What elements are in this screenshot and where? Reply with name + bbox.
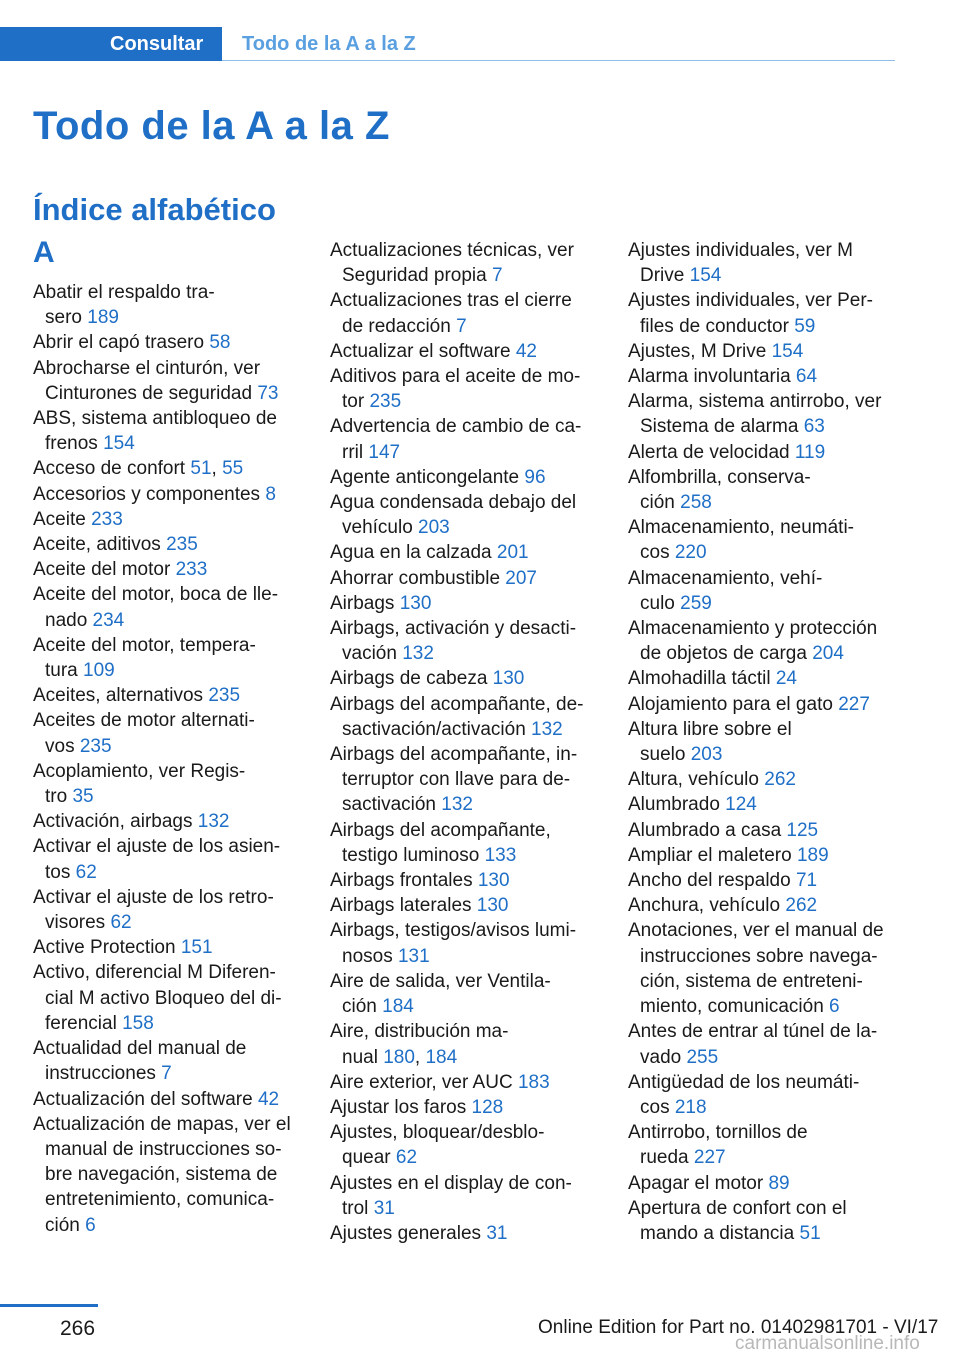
entry-text: ción [342, 996, 383, 1018]
entry-text: tro [45, 786, 73, 808]
index-entry [33, 557, 305, 582]
entry-text: Airbags del acompañante, in- [330, 744, 578, 766]
page-reference-link[interactable]: 58 [209, 332, 231, 354]
entry-text: Ajustes en el display de con- [330, 1172, 572, 1194]
entry-text: de redacción [342, 315, 457, 337]
page-reference-link[interactable]: 154 [103, 433, 135, 455]
entry-text: Alumbrado a casa [628, 819, 787, 841]
page-reference-link[interactable]: 31 [486, 1222, 508, 1244]
entry-text: Aceites, alternativos [33, 685, 209, 707]
page-reference-link[interactable]: 132 [441, 794, 473, 816]
page-reference-link[interactable]: 7 [492, 265, 503, 287]
index-entry [628, 288, 900, 338]
page-reference-link[interactable]: 218 [674, 1096, 707, 1118]
entry-text: visores [45, 912, 111, 934]
index-entry [330, 540, 605, 565]
index-entry [330, 566, 605, 591]
page-reference-link[interactable]: 132 [197, 811, 230, 833]
page-reference-link[interactable]: 62 [75, 861, 97, 883]
header-bar [0, 27, 895, 61]
entry-text: terruptor con llave para de- [342, 769, 571, 791]
page-reference-link[interactable]: 234 [92, 609, 125, 631]
entry-text: vado [640, 1046, 687, 1068]
entry-text: Aire exterior, ver AUC [330, 1071, 518, 1093]
entry-text: Actualizar el software [330, 340, 516, 362]
index-entry [330, 616, 605, 666]
page-reference-link[interactable]: 131 [397, 945, 430, 967]
index-entry [330, 818, 605, 868]
entry-text: Altura libre sobre el [628, 718, 792, 740]
entry-text: Agua en la calzada [330, 542, 497, 564]
page-reference-link[interactable]: 227 [693, 1147, 726, 1169]
page-reference-link[interactable]: 154 [771, 340, 804, 362]
index-entry [628, 566, 900, 616]
index-entry [628, 818, 900, 843]
page-reference-link[interactable]: 124 [725, 794, 757, 816]
index-entry [628, 238, 900, 288]
page-reference-link[interactable]: 262 [764, 769, 796, 791]
page-title: Todo de la A a la Z [33, 104, 390, 148]
entry-text: Alarma involuntaria [628, 366, 796, 388]
entry-text: Sistema de alarma [640, 416, 804, 438]
index-entry [628, 717, 900, 767]
entry-text: Ajustes, M Drive [628, 340, 772, 362]
entry-text: Ajustes generales [330, 1222, 487, 1244]
index-entry [628, 465, 900, 515]
entry-text: nual [342, 1046, 384, 1068]
index-entry [628, 1120, 900, 1170]
index-entry [330, 465, 605, 490]
page-reference-link[interactable]: 235 [79, 735, 112, 757]
entry-text: Aceite, aditivos [33, 534, 167, 556]
index-entry [330, 591, 605, 616]
index-entry [330, 414, 605, 464]
entry-text: instrucciones sobre navega- [640, 945, 878, 967]
index-entry [628, 918, 900, 1019]
page-reference-link[interactable]: 258 [680, 492, 712, 514]
page-reference-link[interactable]: 255 [686, 1046, 719, 1068]
entry-text: rril [342, 441, 369, 463]
index-entry [33, 885, 305, 935]
page-reference-link[interactable]: 154 [689, 265, 722, 287]
entry-text: sactivación [342, 794, 442, 816]
entry-text: Antirrobo, tornillos de [628, 1122, 808, 1144]
entry-text: Aceite del motor [33, 559, 176, 581]
entry-text: rueda [640, 1147, 694, 1169]
entry-text: Advertencia de cambio de ca- [330, 416, 582, 438]
index-entry [628, 666, 900, 691]
page-reference-link[interactable]: 125 [786, 819, 819, 841]
entry-text: Airbags del acompañante, de- [330, 693, 584, 715]
entry-text: mando a distancia [640, 1222, 800, 1244]
entry-text: manual de instrucciones so- [45, 1138, 282, 1160]
index-entry [33, 759, 305, 809]
entry-text: vehículo [342, 517, 419, 539]
entry-text: Airbags laterales [330, 895, 477, 917]
index-entry [628, 843, 900, 868]
entry-text: cial M activo Bloqueo del di- [45, 987, 282, 1009]
page-reference-link[interactable]: 147 [368, 441, 401, 463]
entry-text: Airbags de cabeza [330, 668, 493, 690]
index-entry [33, 809, 305, 834]
page-reference-link[interactable]: 71 [795, 870, 818, 892]
entry-text: Alfombrilla, conserva- [628, 466, 811, 488]
page-reference-link[interactable]: 62 [395, 1147, 418, 1169]
page-reference-link[interactable]: 235 [369, 391, 402, 413]
index-entry [628, 1070, 900, 1120]
entry-text: ferencial [45, 1012, 123, 1034]
entry-text: entretenimiento, comunica- [45, 1189, 275, 1211]
edition-note: Online Edition for Part no. 01402981701 - VI/17 [538, 1317, 939, 1338]
footer-rule [0, 1304, 98, 1307]
index-entry [33, 582, 305, 632]
index-entry [628, 792, 900, 817]
entry-text: cos [640, 1096, 675, 1118]
entry-text: Aceite del motor, tempera- [33, 634, 256, 656]
entry-text: Aceite [33, 508, 92, 530]
entry-text: Apagar el motor [628, 1172, 769, 1194]
entry-text: Activar el ajuste de los asien- [33, 836, 281, 858]
entry-text: Ahorrar combustible [330, 567, 506, 589]
entry-text: Ajustes individuales, ver M [628, 240, 853, 261]
page-reference-link[interactable]: 130 [492, 668, 525, 690]
page-reference-link[interactable]: 133 [484, 844, 517, 866]
entry-text: Airbags, activación y desacti- [330, 618, 577, 640]
page-reference-link[interactable]: 201 [496, 542, 529, 564]
page-reference-link[interactable]: 180 [383, 1046, 415, 1068]
page-reference-link[interactable]: 42 [257, 1088, 280, 1110]
entry-text: vos [45, 735, 80, 757]
page-reference-link[interactable]: 130 [399, 592, 432, 614]
entry-text: Activación, airbags [33, 811, 198, 833]
entry-text: Ajustar los faros [330, 1096, 472, 1118]
index-entry [628, 893, 900, 918]
entry-text: Antes de entrar al túnel de la- [628, 1021, 878, 1043]
page-reference-link[interactable]: 203 [690, 744, 723, 766]
entry-text: bre navegación, sistema de [45, 1164, 278, 1186]
entry-text: Alojamiento para el gato [628, 693, 839, 715]
page-reference-link[interactable]: 184 [382, 996, 414, 1018]
entry-text: Almacenamiento, vehí- [628, 567, 823, 589]
index-entry [330, 1120, 605, 1170]
entry-text: Aceite del motor, boca de lle- [33, 584, 279, 606]
entry-text: Alarma, sistema antirrobo, ver [628, 391, 882, 413]
index-column-3 [628, 238, 900, 1246]
index-entry [330, 238, 605, 288]
entry-text: Anchura, vehículo [628, 895, 786, 917]
entry-text: quear [342, 1147, 396, 1169]
page-reference-link[interactable]: 42 [515, 340, 537, 362]
entry-text: Ancho del respaldo [628, 870, 796, 892]
index-entry [628, 389, 900, 439]
entry-text: Ajustes individuales, ver Per- [628, 290, 873, 312]
page-reference-link[interactable]: 59 [794, 315, 816, 337]
entry-text: sero [45, 307, 88, 329]
index-entry [33, 935, 305, 960]
entry-text: Seguridad propia [342, 265, 492, 287]
entry-text: tura [45, 660, 84, 682]
page-reference-link[interactable]: 73 [257, 382, 279, 404]
page-reference-link[interactable]: 235 [166, 534, 198, 556]
entry-text: Antigüedad de los neumáti- [628, 1071, 860, 1093]
page-reference-link[interactable]: 233 [175, 559, 208, 581]
index-entry [628, 364, 900, 389]
index-entry: Aire, distribución ma- nual 180, 184 [330, 1021, 509, 1068]
index-entry [33, 960, 305, 1036]
page-reference-link[interactable]: 109 [83, 660, 115, 682]
page-reference-link[interactable]: 130 [477, 870, 510, 892]
tab-consultar[interactable]: Consultar [0, 27, 222, 61]
entry-text: Aceites de motor alternati- [33, 710, 255, 732]
page-reference-link[interactable]: 31 [373, 1197, 395, 1219]
entry-text: testigo luminoso [342, 844, 485, 866]
index-entry [33, 356, 305, 406]
entry-text: Abrocharse el cinturón, ver [33, 357, 261, 379]
index-entry [628, 767, 900, 792]
entry-text: suelo [640, 744, 691, 766]
page-reference-link[interactable]: 151 [180, 937, 213, 959]
entry-text: Cinturones de seguridad [45, 382, 258, 404]
page-reference-link[interactable]: 235 [208, 685, 241, 707]
index-entry [628, 692, 900, 717]
entry-text: instrucciones [45, 1063, 162, 1085]
index-entry [33, 1112, 305, 1238]
index-entry [628, 515, 900, 565]
page-reference-link[interactable]: 8 [265, 483, 276, 505]
entry-text: Almacenamiento y protección [628, 618, 878, 640]
index-entry: Acceso de confort 51, 55 [33, 458, 244, 480]
entry-text: Actualización de mapas, ver el [33, 1113, 291, 1135]
entry-text: ción, sistema de entreteni- [640, 970, 863, 992]
page-reference-link[interactable]: 6 [85, 1214, 96, 1236]
page-reference-link[interactable]: 227 [838, 693, 870, 715]
entry-text: Aire, distribución ma- [330, 1021, 509, 1043]
index-column-2 [330, 238, 605, 1246]
index-entry [33, 633, 305, 683]
page-reference-link[interactable]: 132 [531, 718, 563, 740]
index-entry [330, 1221, 605, 1246]
page-reference-link[interactable]: 24 [775, 668, 797, 690]
entry-text: sactivación/activación [342, 718, 532, 740]
page-reference-link[interactable]: 51 [190, 458, 212, 480]
entry-text: nado [45, 609, 93, 631]
index-entry [330, 692, 605, 742]
page-reference-link[interactable]: 89 [768, 1172, 790, 1194]
entry-text: Actualizaciones tras el cierre [330, 290, 572, 312]
tab-todo-de-la-a-a-la-z[interactable]: Todo de la A a la Z [242, 33, 416, 55]
entry-text: Almacenamiento, neumáti- [628, 517, 854, 539]
index-entry [33, 280, 305, 330]
entry-text: Airbags, testigos/avisos lumi- [330, 920, 577, 942]
entry-text: Drive [640, 265, 690, 287]
page-number: 266 [60, 1317, 96, 1340]
index-entry [33, 1087, 305, 1112]
page-reference-link[interactable]: 207 [505, 567, 537, 589]
page-reference-link[interactable]: 7 [161, 1063, 172, 1085]
entry-text: vación [342, 643, 403, 665]
index-entry [330, 339, 605, 364]
entry-text: Aditivos para el aceite de mo- [330, 366, 581, 388]
index-entry [330, 742, 605, 818]
entry-text: frenos [45, 433, 104, 455]
entry-text: Ajustes, bloquear/desblo- [330, 1122, 545, 1144]
page-reference-link[interactable]: 189 [796, 844, 829, 866]
entry-text: Ampliar el maletero [628, 844, 797, 866]
page-reference-link[interactable]: 55 [222, 458, 244, 480]
index-entry [330, 490, 605, 540]
index-entry [330, 893, 605, 918]
index-entry [33, 532, 305, 557]
index-entry [33, 708, 305, 758]
entry-text: Airbags frontales [330, 870, 478, 892]
entry-text: trol [342, 1197, 374, 1219]
page-reference-link[interactable]: 262 [785, 895, 818, 917]
entry-text: ABS, sistema antibloqueo de [33, 408, 277, 430]
page-reference-link[interactable]: 64 [795, 366, 818, 388]
section-title: Índice alfabético [33, 192, 276, 227]
entry-text: Active Protection [33, 937, 181, 959]
entry-text: Actualización del software [33, 1088, 258, 1110]
entry-text: miento, comunicación [640, 996, 830, 1018]
entry-text: ción [45, 1214, 86, 1236]
index-entry [33, 507, 305, 532]
page-reference-link[interactable]: 6 [829, 996, 840, 1018]
index-entry [33, 683, 305, 708]
page-reference-link[interactable]: 184 [425, 1046, 458, 1068]
entry-text: Accesorios y componentes [33, 483, 266, 505]
index-entry [330, 288, 605, 338]
entry-text: Activar el ajuste de los retro- [33, 886, 274, 908]
entry-text: tos [45, 861, 76, 883]
entry-text: files de conductor [640, 315, 795, 337]
entry-text: Abatir el respaldo tra- [33, 282, 215, 303]
entry-text: culo [640, 592, 681, 614]
index-entry [330, 364, 605, 414]
entry-text: Acoplamiento, ver Regis- [33, 760, 246, 782]
entry-text: nosos [342, 945, 398, 967]
index-entry [330, 1095, 605, 1120]
entry-text: Apertura de confort con el [628, 1197, 847, 1219]
entry-text: Actualidad del manual de [33, 1038, 247, 1060]
page-reference-link[interactable]: 62 [110, 912, 132, 934]
page-reference-link[interactable]: 158 [122, 1012, 154, 1034]
page-reference-link[interactable]: 132 [402, 643, 434, 665]
index-entry [330, 918, 605, 968]
entry-text: cos [640, 542, 675, 564]
page-reference-link[interactable]: 189 [87, 307, 119, 329]
entry-text: Activo, diferencial M Diferen- [33, 962, 276, 984]
index-entry [628, 1019, 900, 1069]
page-reference-link[interactable]: 7 [456, 315, 467, 337]
index-entry [330, 868, 605, 893]
entry-text: Agente anticongelante [330, 466, 525, 488]
page-reference-link[interactable]: 128 [471, 1096, 504, 1118]
index-entry [330, 666, 605, 691]
page-reference-link[interactable]: 96 [524, 466, 546, 488]
index-entry [33, 330, 305, 355]
index-column-1 [33, 238, 305, 1238]
entry-text: Acceso de confort [33, 458, 191, 480]
entry-text: de objetos de carga [640, 643, 813, 665]
entry-text: Airbags del acompañante, [330, 819, 551, 841]
index-entry [330, 969, 605, 1019]
entry-text: Altura, vehículo [628, 769, 765, 791]
index-entry [628, 1196, 900, 1246]
index-entry [628, 1171, 900, 1196]
page-reference-link[interactable]: 183 [517, 1071, 550, 1093]
entry-text: Anotaciones, ver el manual de [628, 920, 884, 942]
entry-text: Almohadilla táctil [628, 668, 776, 690]
page-reference-link[interactable]: 220 [674, 542, 707, 564]
index-letter: A [33, 236, 55, 269]
page-reference-link[interactable]: 130 [476, 895, 509, 917]
page-reference-link[interactable]: 63 [803, 416, 825, 438]
index-entry [33, 406, 305, 456]
page-reference-link[interactable]: 119 [794, 441, 826, 463]
index-entry [628, 440, 900, 465]
entry-text: Aire de salida, ver Ventila- [330, 970, 551, 992]
index-entry [33, 482, 305, 507]
index-entry [330, 1171, 605, 1221]
entry-text: Actualizaciones técnicas, ver [330, 240, 574, 261]
index-entry [628, 616, 900, 666]
index-entry [628, 339, 900, 364]
page-reference-link[interactable]: 203 [418, 517, 450, 539]
page-reference-link[interactable]: 204 [812, 643, 844, 665]
index-entry [628, 868, 900, 893]
entry-text: Alumbrado [628, 794, 726, 816]
header-rule [222, 60, 895, 61]
page-reference-link[interactable]: 233 [91, 508, 123, 530]
entry-text: Alerta de velocidad [628, 441, 795, 463]
page-reference-link[interactable]: 35 [72, 786, 94, 808]
page-reference-link[interactable]: 259 [680, 592, 712, 614]
entry-text: tor [342, 391, 370, 413]
entry-text: Airbags [330, 592, 400, 614]
entry-text: ción [640, 492, 681, 514]
index-entry [33, 1036, 305, 1086]
entry-text: Abrir el capó trasero [33, 332, 210, 354]
page-reference-link[interactable]: 51 [799, 1222, 821, 1244]
watermark: carmanualsonline.info [735, 1333, 920, 1354]
index-entry [330, 1070, 605, 1095]
index-entry [33, 834, 305, 884]
entry-text: Agua condensada debajo del [330, 492, 577, 514]
